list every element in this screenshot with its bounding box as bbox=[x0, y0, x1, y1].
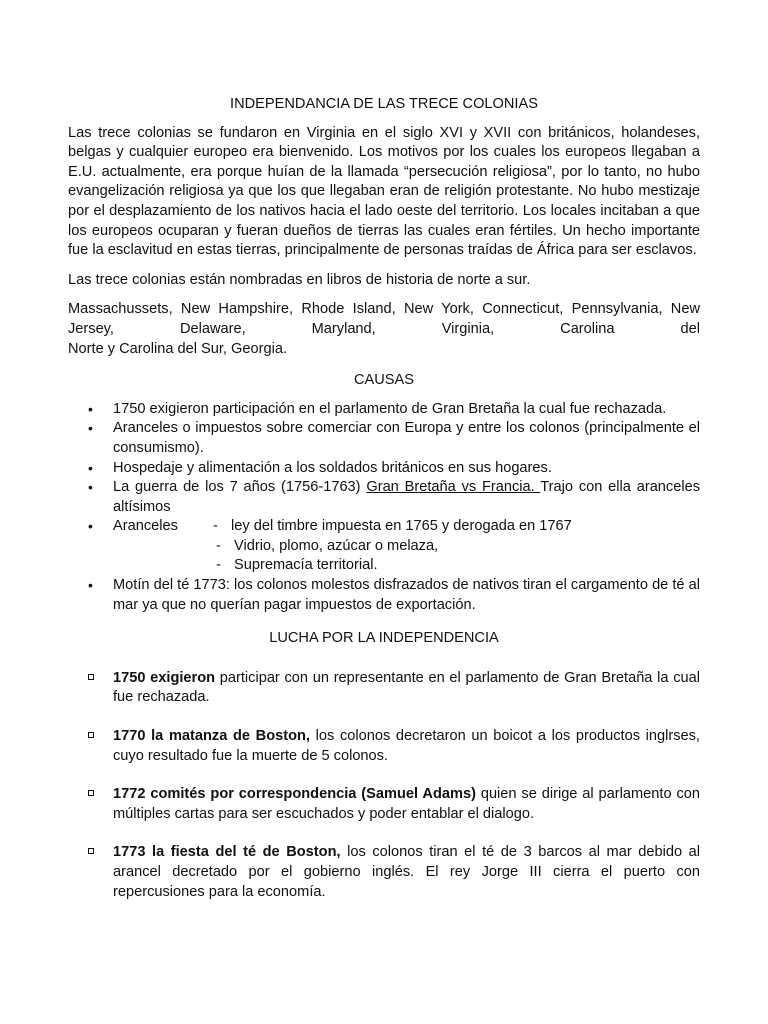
list-item bbox=[68, 576, 700, 615]
dash-icon: - bbox=[213, 518, 218, 535]
colonies-line-2 bbox=[68, 320, 700, 340]
colonies-line-1: Massachussets, New Hampshire, Rhode Island, New York, Connecticut, Pennsylvania, New bbox=[68, 301, 700, 318]
list-item bbox=[68, 459, 700, 479]
aranceles-sublist-cont bbox=[216, 537, 700, 576]
sub-item-text: Vidrio, plomo, azúcar o melaza, bbox=[234, 537, 439, 554]
sub-item-text: Supremacía territorial. bbox=[234, 557, 378, 574]
square-bullet-icon bbox=[88, 848, 94, 854]
event-text: quien se dirige al parlamento con múltiples cartas para ser escuchados y poder entablar el dialogo. bbox=[113, 786, 700, 822]
bullet-icon: • bbox=[88, 479, 93, 496]
colony-word: Carolina bbox=[560, 320, 615, 337]
dash-icon: - bbox=[216, 537, 221, 554]
list-item bbox=[68, 843, 700, 902]
war-text-underlined: Gran Bretaña vs Francia. bbox=[366, 479, 541, 496]
causa-text: Hospedaje y alimentación a los soldados británicos en sus hogares. bbox=[113, 459, 552, 476]
list-item bbox=[68, 419, 700, 458]
colony-word: Maryland, bbox=[311, 320, 376, 337]
sub-list-item bbox=[216, 556, 700, 576]
aranceles-label: Aranceles bbox=[113, 518, 178, 535]
causa-text: Aranceles o impuestos sobre comerciar con Europa y entre los colonos (principalmente el consumismo). bbox=[113, 420, 700, 456]
square-bullet-icon bbox=[88, 790, 94, 796]
lucha-list bbox=[68, 669, 700, 902]
sub-item-text: ley del timbre impuesta en 1765 y derogada en 1767 bbox=[231, 518, 572, 535]
bullet-icon: • bbox=[88, 420, 93, 437]
intro-paragraph: Las trece colonias se fundaron en Virginia en el siglo XVI y XVII con británicos, holandeses, belgas y cualquier europeo era bienvenido. Los motivos por los cuales los europeos llegaban a E.U. actualmente, era porque huían de la llamada “persecución religiosa”, por lo tanto, no hubo evangelización religiosa ya que los que llegaban eran de religión protestante. No hubo mestizaje por el desplazamiento de los nativos hacia el lado oeste del territorio. Los locales incitaban a que los europeos ocuparan y fueran dueños de tierras las cuales eran fértiles. Un hecho importante fue la esclavitud en estas tierras, principalmente de personas traídas de África para ser esclavos. bbox=[68, 124, 700, 259]
war-text-after: Trajo con ella aranceles altísimos bbox=[113, 479, 700, 515]
causas-list bbox=[68, 400, 700, 616]
square-bullet-icon bbox=[88, 674, 94, 680]
bullet-icon: • bbox=[88, 459, 93, 476]
sub-list-item bbox=[216, 537, 700, 557]
causas-heading: CAUSAS bbox=[353, 372, 414, 389]
list-item bbox=[68, 400, 700, 420]
colony-word: Jersey, bbox=[68, 320, 114, 337]
motin-text: Motín del té 1773: los colonos molestos disfrazados de nativos tiran el cargamento de té al mar ya que no querían pagar impuestos de exportación. bbox=[113, 577, 700, 613]
list-item bbox=[68, 517, 700, 576]
aranceles-row bbox=[113, 517, 700, 537]
war-text-before: La guerra de los 7 años (1756-1763) bbox=[113, 479, 367, 496]
event-bold-lead: 1773 la fiesta del té de Boston, bbox=[113, 844, 341, 861]
colony-word: del bbox=[680, 320, 700, 337]
causa-text: 1750 exigieron participación en el parlamento de Gran Bretaña la cual fue rechazada. bbox=[113, 400, 667, 417]
event-text: los colonos tiran el té de 3 barcos al mar debido al arancel decretado por el gobierno inglés. El rey Jorge III cierra el puerto con repercusiones para la economía. bbox=[113, 844, 700, 900]
bullet-icon: • bbox=[88, 577, 93, 594]
document-title: INDEPENDANCIA DE LAS TRECE COLONIAS bbox=[230, 96, 538, 112]
event-text: los colonos decretaron un boicot a los productos inglrses, cuyo resultado fue la muerte de 5 colonos. bbox=[113, 728, 700, 764]
aranceles-sublist bbox=[213, 517, 572, 537]
bullet-icon: • bbox=[88, 400, 93, 417]
square-bullet-icon bbox=[88, 732, 94, 738]
sub-list-item bbox=[213, 517, 572, 537]
list-item bbox=[68, 478, 700, 517]
event-bold-lead: 1750 exigieron bbox=[113, 669, 216, 686]
colonies-list-paragraph bbox=[68, 300, 700, 359]
event-bold-lead: 1772 comités por correspondencia (Samuel Adams) bbox=[113, 786, 476, 803]
list-item bbox=[68, 727, 700, 766]
colonies-line-3: Norte y Carolina del Sur, Georgia. bbox=[68, 340, 288, 357]
lucha-heading: LUCHA POR LA INDEPENDENCIA bbox=[269, 630, 499, 647]
event-bold-lead: 1770 la matanza de Boston, bbox=[113, 728, 310, 745]
document-page bbox=[68, 95, 700, 921]
list-item bbox=[68, 669, 700, 708]
event-text: participar con un representante en el parlamento de Gran Bretaña la cual fue rechazada. bbox=[113, 669, 700, 706]
colony-word: Virginia, bbox=[441, 320, 495, 337]
order-paragraph: Las trece colonias están nombradas en libros de historia de norte a sur. bbox=[68, 271, 531, 288]
colony-word: Delaware, bbox=[179, 320, 246, 337]
dash-icon: - bbox=[216, 557, 221, 574]
list-item bbox=[68, 785, 700, 824]
bullet-icon: • bbox=[88, 518, 93, 535]
